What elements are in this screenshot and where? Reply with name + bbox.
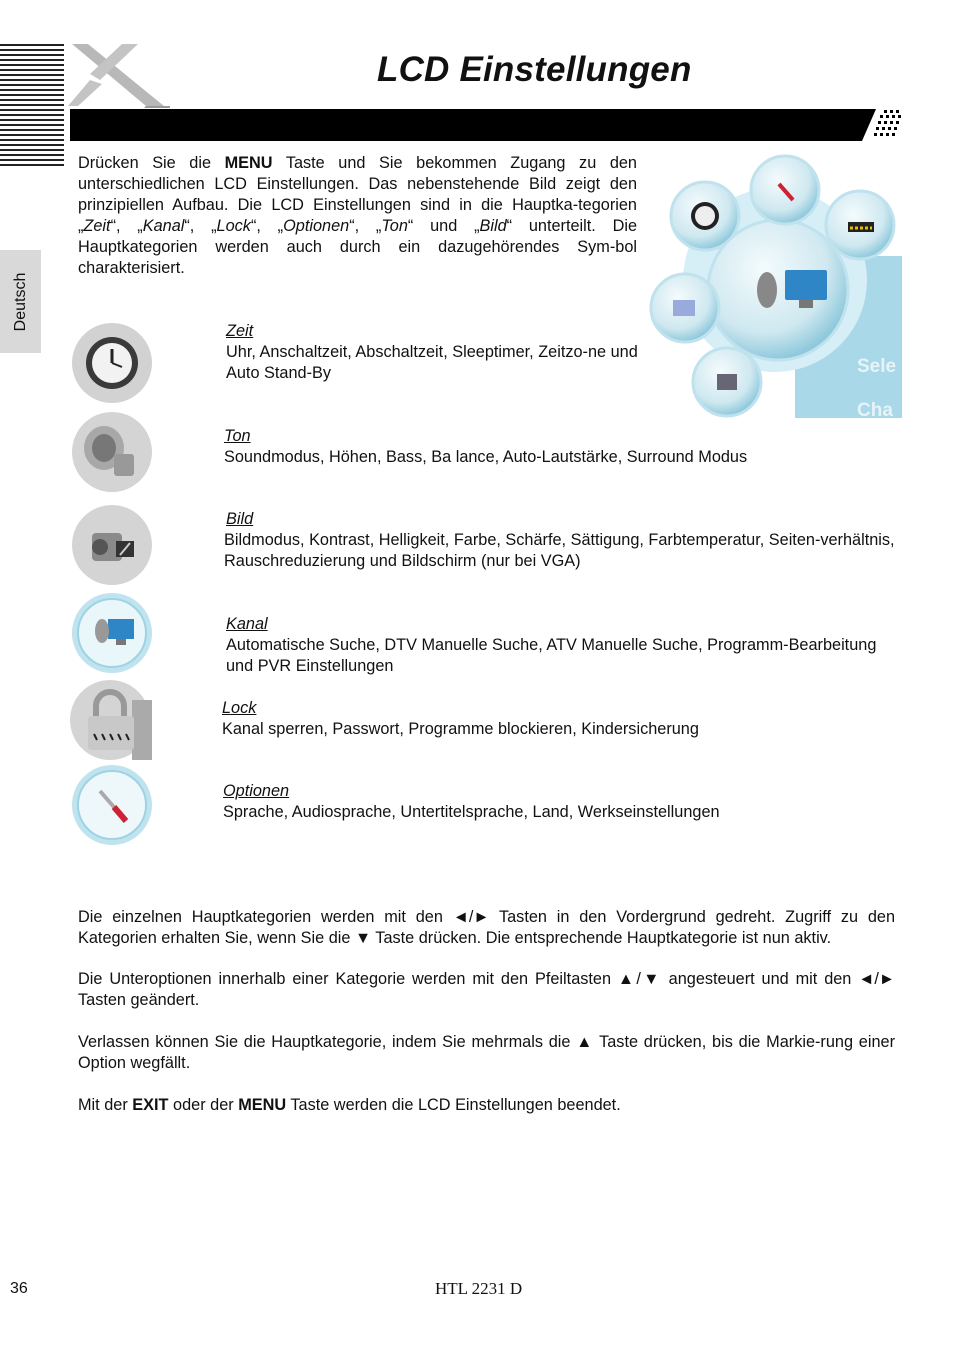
category-description: Kanal sperren, Passwort, Programme blockieren, Kindersicherung (222, 720, 699, 738)
language-tab (0, 250, 41, 353)
text-segment: MENU (238, 1096, 287, 1114)
category-description: Soundmodus, Höhen, Bass, Ba lance, Auto-Lautstärke, Surround Modus (224, 448, 748, 466)
speaker-icon (70, 410, 154, 494)
model-name: HTL 2231 D (435, 1279, 523, 1298)
title-bar-pattern (862, 109, 902, 141)
text-segment: Die Unteroptionen innerhalb einer Kategorie werden mit den Pfeiltasten ▲/▼ angesteuert und mit den ◄/► Tasten geändert. (78, 970, 895, 1009)
paragraph-exit-category (78, 1032, 895, 1074)
category-description: Sprache, Audiosprache, Untertitelsprache, Land, Werkseinstellungen (223, 803, 720, 821)
category-title: Optionen (223, 782, 290, 800)
header-stripes (0, 44, 64, 172)
menu-image-label-2: Cha (857, 400, 893, 418)
text-segment: Taste werden die LCD Einstellungen beendet. (286, 1096, 621, 1114)
category-description: Bildmodus, Kontrast, Helligkeit, Farbe, Schärfe, Sättigung, Farbtemperatur, Seiten-verhältnis, Rauschreduzierung und Bildschirm (nur bei VGA) (224, 531, 895, 570)
text-segment: Lock (216, 217, 251, 235)
text-segment: Optionen (283, 217, 350, 235)
text-segment: oder der (168, 1096, 239, 1114)
text-segment: Kanal (142, 217, 185, 235)
paragraph-exit-menu (78, 1095, 895, 1116)
paragraph-navigation (78, 907, 895, 949)
menu-image-label-1: Sele (857, 356, 897, 377)
tools-icon (70, 763, 154, 847)
camera-icon (70, 503, 154, 587)
text-segment: Ton (381, 217, 408, 235)
language-tab-label: Deutsch (11, 272, 29, 331)
monitor-icon (70, 591, 154, 675)
text-segment: “, „ (110, 217, 143, 235)
category-title: Ton (224, 427, 251, 445)
text-segment: “, „ (184, 217, 217, 235)
brand-logo-icon (66, 40, 170, 112)
paragraph-suboptions (78, 969, 895, 1011)
text-segment: Mit der (78, 1096, 133, 1114)
category-description: Uhr, Anschaltzeit, Abschaltzeit, Sleeptimer, Zeitzo-ne und Auto Stand-By (226, 343, 638, 382)
text-segment: Zeit (83, 217, 111, 235)
category-description: Automatische Suche, DTV Manuelle Suche, ATV Manuelle Suche, Programm-Bearbeitung und PVR Einstellungen (226, 636, 877, 675)
category-title: Zeit (226, 322, 254, 340)
text-segment: EXIT (132, 1096, 169, 1114)
title-bar (70, 109, 902, 141)
page-number: 36 (10, 1280, 28, 1297)
intro-text (78, 153, 637, 279)
clock-icon (70, 321, 154, 405)
category-title: Bild (226, 510, 254, 528)
padlock-icon (70, 678, 154, 762)
text-segment: Die einzelnen Hauptkategorien werden mit den ◄/► Tasten in den Vordergrund gedreht. Zugriff zu den Kategorien erhalten Sie, wenn Sie die ▼ Taste drücken. Die entsprechende Hauptkategorie ist nun aktiv. (78, 908, 895, 947)
text-segment: “ und „ (407, 217, 480, 235)
text-segment: “, „ (349, 217, 382, 235)
text-segment: Bild (479, 217, 507, 235)
text-segment: Taste und Sie bekommen Zugang zu den unterschiedlichen LCD Einstellungen. Das nebenstehende Bild zeigt den prinzipiellen Aufbau. Die LCD Einstellungen sind in die Hauptka-tegorien „ (78, 154, 637, 235)
menu-overview-image (645, 150, 902, 418)
text-segment: “ unterteilt. Die Hauptkategorien werden auch durch ein dazugehörendes Sym-bol charakterisiert. (78, 217, 638, 277)
text-segment: Drücken Sie die (78, 154, 225, 172)
text-segment: MENU (224, 154, 273, 172)
text-segment: Verlassen können Sie die Hauptkategorie, indem Sie mehrmals die ▲ Taste drücken, bis die Markie-rung einer Option wegfällt. (78, 1033, 895, 1072)
text-segment: “, „ (250, 217, 284, 235)
page-title: LCD Einstellungen (377, 50, 692, 89)
category-title: Kanal (226, 615, 268, 633)
category-title: Lock (222, 699, 257, 717)
